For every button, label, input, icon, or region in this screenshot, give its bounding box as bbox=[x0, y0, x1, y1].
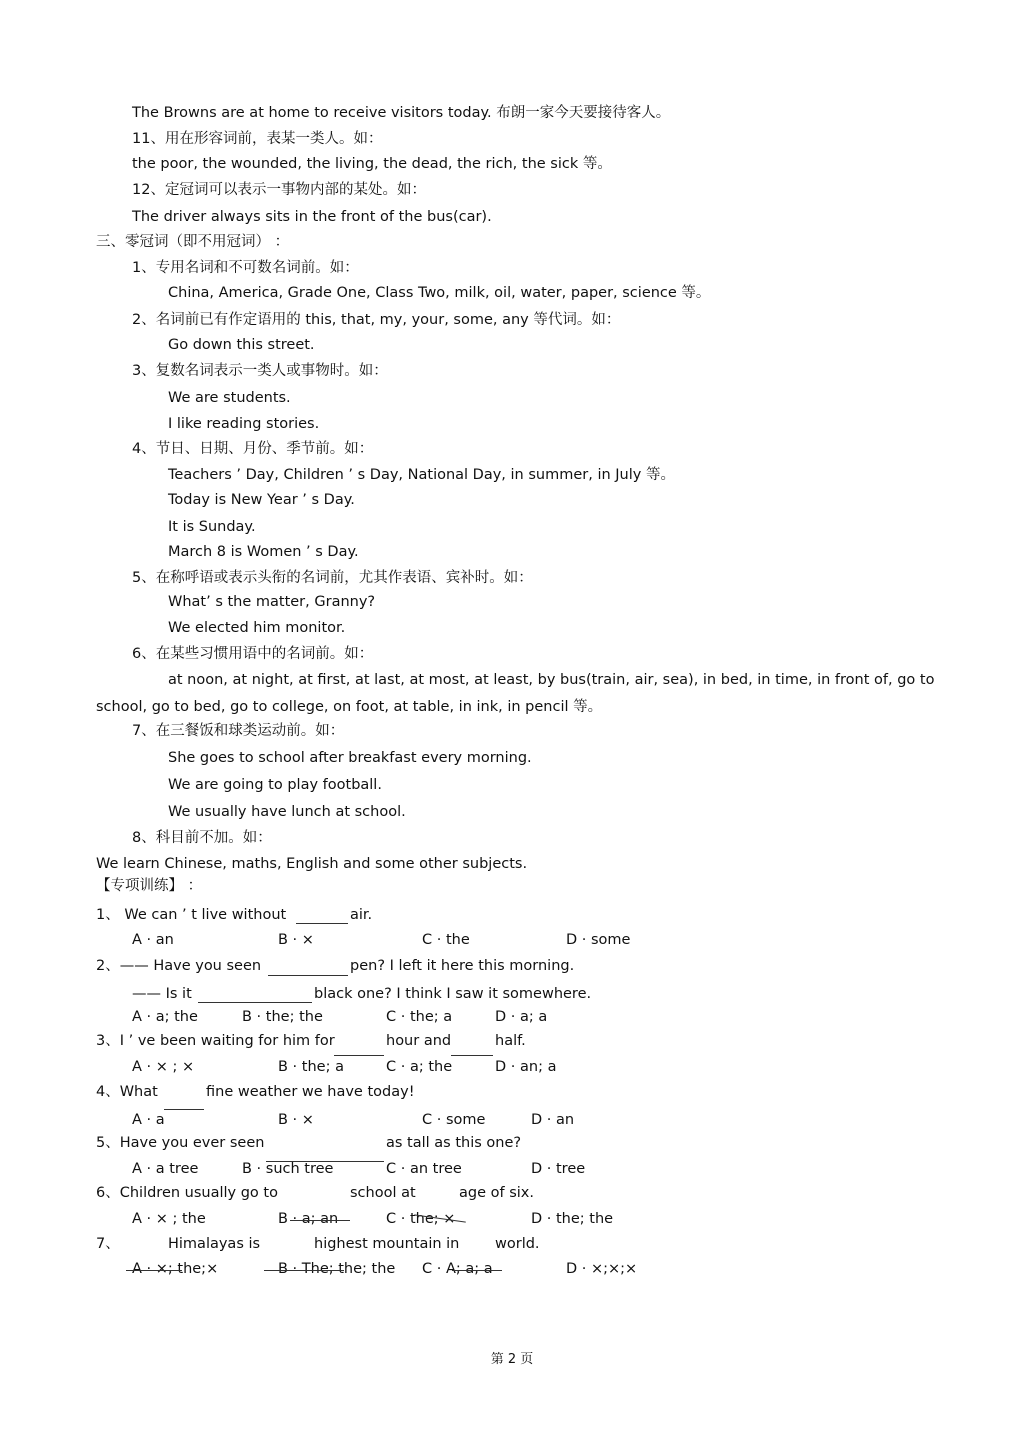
option-d: D · ×;×;× bbox=[566, 1261, 638, 1277]
example-sentence: Today is New Year ’ s Day. bbox=[168, 492, 355, 508]
example-sentence: We are going to play football. bbox=[168, 777, 382, 793]
question-stem: 3、I ’ ve been waiting for him for bbox=[96, 1033, 335, 1049]
example-sentence: the poor, the wounded, the living, the dead, the rich, the sick 等。 bbox=[132, 156, 612, 172]
option-c: C · the bbox=[422, 932, 470, 948]
option-b: B · The; the; the bbox=[278, 1261, 396, 1277]
option-d: D · an bbox=[531, 1112, 575, 1128]
option-d: D · an; a bbox=[495, 1059, 557, 1075]
option-c: C · an tree bbox=[386, 1161, 462, 1177]
section-heading: 三、零冠词（即不用冠词） ： bbox=[96, 234, 290, 250]
option-a: A · a bbox=[132, 1112, 165, 1128]
example-sentence: The driver always sits in the front of the bus(car). bbox=[132, 209, 492, 225]
question-stem: world. bbox=[495, 1236, 540, 1252]
option-b-strikethrough bbox=[264, 1270, 344, 1271]
rule-heading: 3、复数名词表示一类人或事物时。如： bbox=[132, 363, 388, 379]
example-sentence: We are students. bbox=[168, 390, 291, 406]
example-sentence: Teachers ’ Day, Children ’ s Day, National Day, in summer, in July 等。 bbox=[168, 467, 675, 483]
option-a: A · a; the bbox=[132, 1009, 198, 1025]
example-sentence: We elected him monitor. bbox=[168, 620, 346, 636]
example-sentence: China, America, Grade One, Class Two, milk, oil, water, paper, science 等。 bbox=[168, 285, 711, 301]
option-c: C · the; × bbox=[386, 1211, 456, 1227]
example-sentence: school, go to bed, go to college, on foot, at table, in ink, in pencil 等。 bbox=[96, 699, 603, 715]
option-d: D · tree bbox=[531, 1161, 586, 1177]
option-c: C · a; the bbox=[386, 1059, 453, 1075]
question-stem: fine weather we have today! bbox=[206, 1084, 415, 1100]
question-stem: air. bbox=[350, 907, 373, 923]
option-a: A · × ; the bbox=[132, 1211, 206, 1227]
question-stem: 6、Children usually go to bbox=[96, 1185, 278, 1201]
question-stem: Himalayas is bbox=[168, 1236, 261, 1252]
question-stem: as tall as this one? bbox=[386, 1135, 522, 1151]
rule-heading: 12、定冠词可以表示一事物内部的某处。如： bbox=[132, 182, 426, 198]
rule-heading: 8、科目前不加。如： bbox=[132, 830, 272, 846]
rule-heading: 4、节日、日期、月份、季节前。如： bbox=[132, 441, 374, 457]
option-a: A · ×; the;× bbox=[132, 1261, 219, 1277]
option-b: B · such tree bbox=[242, 1161, 334, 1177]
rule-heading: 6、在某些习惯用语中的名词前。如： bbox=[132, 646, 374, 662]
question-stem: 1、 We can ’ t live without bbox=[96, 907, 287, 923]
question-stem: pen? I left it here this morning. bbox=[350, 958, 575, 974]
question-stem: 7、 bbox=[96, 1236, 120, 1252]
rule-heading: 11、用在形容词前，表某一类人。如： bbox=[132, 131, 383, 147]
question-stem: —— Is it bbox=[132, 986, 192, 1002]
exercise-heading: 【专项训练】 ： bbox=[96, 878, 203, 894]
example-sentence: at noon, at night, at first, at last, at most, at least, by bus(train, air, sea), in bed, in time, in front of, go to bbox=[168, 672, 935, 688]
option-a: A · a tree bbox=[132, 1161, 199, 1177]
option-b: B · × bbox=[278, 1112, 314, 1128]
option-b: B · × bbox=[278, 932, 314, 948]
question-stem: 4、What bbox=[96, 1084, 158, 1100]
rule-heading: 1、专用名词和不可数名词前。如： bbox=[132, 260, 359, 276]
option-d: D · the; the bbox=[531, 1211, 614, 1227]
option-a: A · an bbox=[132, 932, 174, 948]
answer-blank bbox=[451, 1055, 493, 1056]
example-sentence: I like reading stories. bbox=[168, 416, 320, 432]
answer-blank bbox=[164, 1109, 204, 1110]
option-c: C · A; a; a bbox=[422, 1261, 493, 1277]
question-stem: age of six. bbox=[459, 1185, 534, 1201]
answer-blank bbox=[334, 1055, 384, 1056]
option-d: D · a; a bbox=[495, 1009, 548, 1025]
example-sentence: What’ s the matter, Granny? bbox=[168, 594, 376, 610]
option-b: B · the; the bbox=[242, 1009, 323, 1025]
question-stem: black one? I think I saw it somewhere. bbox=[314, 986, 592, 1002]
answer-blank bbox=[198, 1002, 312, 1003]
option-b: B · the; a bbox=[278, 1059, 344, 1075]
example-sentence: We usually have lunch at school. bbox=[168, 804, 406, 820]
rule-heading: 7、在三餐饭和球类运动前。如： bbox=[132, 723, 345, 739]
option-a-strikethrough bbox=[126, 1270, 182, 1271]
option-d: D · some bbox=[566, 932, 631, 948]
example-sentence: March 8 is Women ’ s Day. bbox=[168, 544, 359, 560]
question-stem: 2、—— Have you seen bbox=[96, 958, 262, 974]
answer-blank bbox=[268, 975, 348, 976]
option-c: C · the; a bbox=[386, 1009, 453, 1025]
question-stem: half. bbox=[495, 1033, 526, 1049]
rule-heading: 2、名词前已有作定语用的 this, that, my, your, some, any 等代词。如： bbox=[132, 312, 621, 328]
question-stem: 5、Have you ever seen bbox=[96, 1135, 265, 1151]
example-sentence: Go down this street. bbox=[168, 337, 315, 353]
question-stem: highest mountain in bbox=[314, 1236, 460, 1252]
option-c-strikethrough bbox=[452, 1270, 502, 1271]
option-a: A · × ; × bbox=[132, 1059, 195, 1075]
question-stem: school at bbox=[350, 1185, 416, 1201]
answer-blank bbox=[296, 923, 348, 924]
option-c: C · some bbox=[422, 1112, 486, 1128]
example-sentence: We learn Chinese, maths, English and some other subjects. bbox=[96, 856, 528, 872]
option-b-strikethrough bbox=[290, 1220, 350, 1221]
rule-heading: 5、在称呼语或表示头衔的名词前，尤其作表语、宾补时。如： bbox=[132, 570, 533, 586]
example-sentence: The Browns are at home to receive visitors today. 布朗一家今天要接待客人。 bbox=[132, 105, 671, 121]
page-number: 第 2 页 bbox=[490, 1352, 534, 1367]
option-b: B · a; an bbox=[278, 1211, 339, 1227]
example-sentence: She goes to school after breakfast every morning. bbox=[168, 750, 532, 766]
example-sentence: It is Sunday. bbox=[168, 519, 256, 535]
question-stem: hour and bbox=[386, 1033, 452, 1049]
